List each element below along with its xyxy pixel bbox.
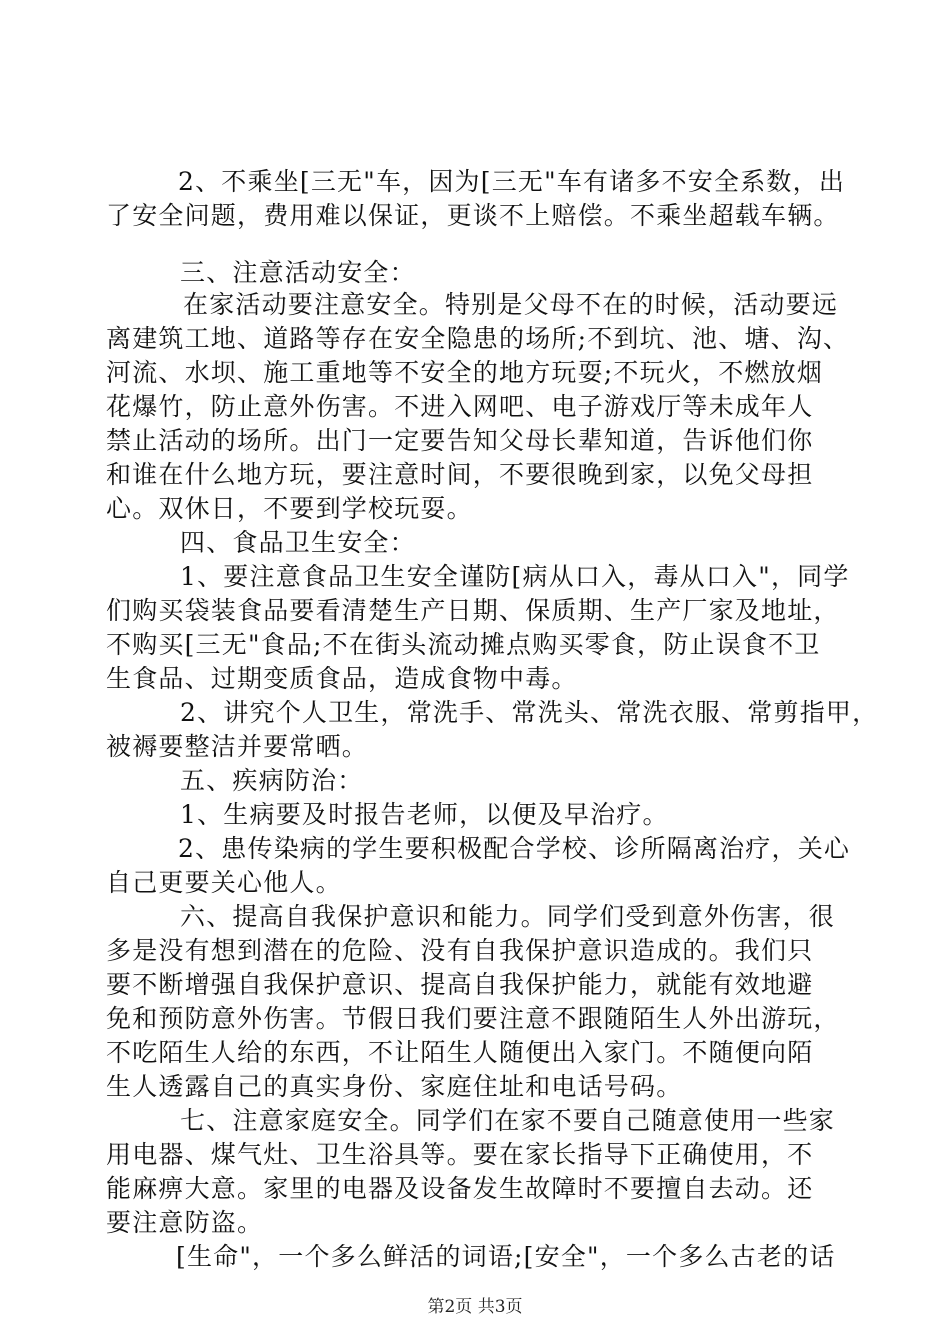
paragraph-line: 自己更要关心他人。: [106, 868, 342, 897]
paragraph-line: 生食品、过期变质食品，造成食物中毒。: [106, 664, 578, 693]
section-heading: 三、注意活动安全：: [180, 258, 416, 287]
paragraph-line: 河流、水坝、施工重地等不安全的地方玩耍;不玩火，不燃放烟: [106, 358, 824, 387]
paragraph-line: 们购买袋装食品要看清楚生产日期、保质期、生产厂家及地址，: [106, 596, 840, 625]
paragraph-line: 用电器、煤气灶、卫生浴具等。要在家长指导下正确使用，不: [106, 1140, 814, 1169]
paragraph-line: 2、讲究个人卫生，常洗手、常洗头、常洗衣服、常剪指甲，: [180, 698, 879, 727]
paragraph-line: 花爆竹，防止意外伤害。不进入网吧、电子游戏厅等未成年人: [106, 392, 814, 421]
paragraph-line: 不购买[三无"食品;不在街头流动摊点购买零食，防止误食不卫: [106, 630, 821, 659]
paragraph-line: 心。双休日，不要到学校玩耍。: [106, 494, 473, 523]
paragraph-line: 六、提高自我保护意识和能力。同学们受到意外伤害，很: [180, 902, 836, 931]
section-heading: 五、疾病防治：: [180, 766, 364, 795]
section-heading: 四、食品卫生安全：: [180, 528, 416, 557]
paragraph-line: 和谁在什么地方玩，要注意时间，不要很晚到家，以免父母担: [106, 460, 814, 489]
paragraph-line: 免和预防意外伤害。节假日我们要注意不跟随陌生人外出游玩，: [106, 1004, 840, 1033]
paragraph-line: 多是没有想到潜在的危险、没有自我保护意识造成的。我们只: [106, 936, 814, 965]
paragraph-line: 离建筑工地、道路等存在安全隐患的场所;不到坑、池、塘、沟、: [106, 324, 850, 353]
paragraph-line: 七、注意家庭安全。同学们在家不要自己随意使用一些家: [180, 1106, 836, 1135]
paragraph-line: 2、患传染病的学生要积极配合学校、诊所隔离治疗，关心: [178, 834, 851, 863]
paragraph-line: 了安全问题，费用难以保证，更谈不上赔偿。不乘坐超载车辆。: [106, 201, 840, 230]
paragraph-line: 要不断增强自我保护意识、提高自我保护能力，就能有效地避: [106, 970, 814, 999]
page-number-footer: 第2页 共3页: [427, 1297, 523, 1317]
paragraph-line: 要注意防盗。: [106, 1208, 264, 1237]
paragraph-line: 2、不乘坐[三无"车，因为[三无"车有诸多不安全系数，出: [178, 167, 846, 196]
paragraph-line: 能麻痹大意。家里的电器及设备发生故障时不要擅自去动。还: [106, 1174, 814, 1203]
paragraph-line: 不吃陌生人给的东西，不让陌生人随便出入家门。不随便向陌: [106, 1038, 814, 1067]
paragraph-line: 生人透露自己的真实身份、家庭住址和电话号码。: [106, 1072, 683, 1101]
paragraph-line: 在家活动要注意安全。特别是父母不在的时候，活动要远: [183, 290, 839, 319]
paragraph-line: [生命"，一个多么鲜活的词语;[安全"，一个多么古老的话: [176, 1242, 836, 1271]
paragraph-line: 1、要注意食品卫生安全谨防[病从口入，毒从口入"，同学: [180, 562, 850, 591]
paragraph-line: 被褥要整洁并要常晒。: [106, 732, 369, 761]
paragraph-line: 禁止活动的场所。出门一定要告知父母长辈知道，告诉他们你: [106, 426, 814, 455]
paragraph-line: 1、生病要及时报告老师，以便及早治疗。: [180, 800, 669, 829]
